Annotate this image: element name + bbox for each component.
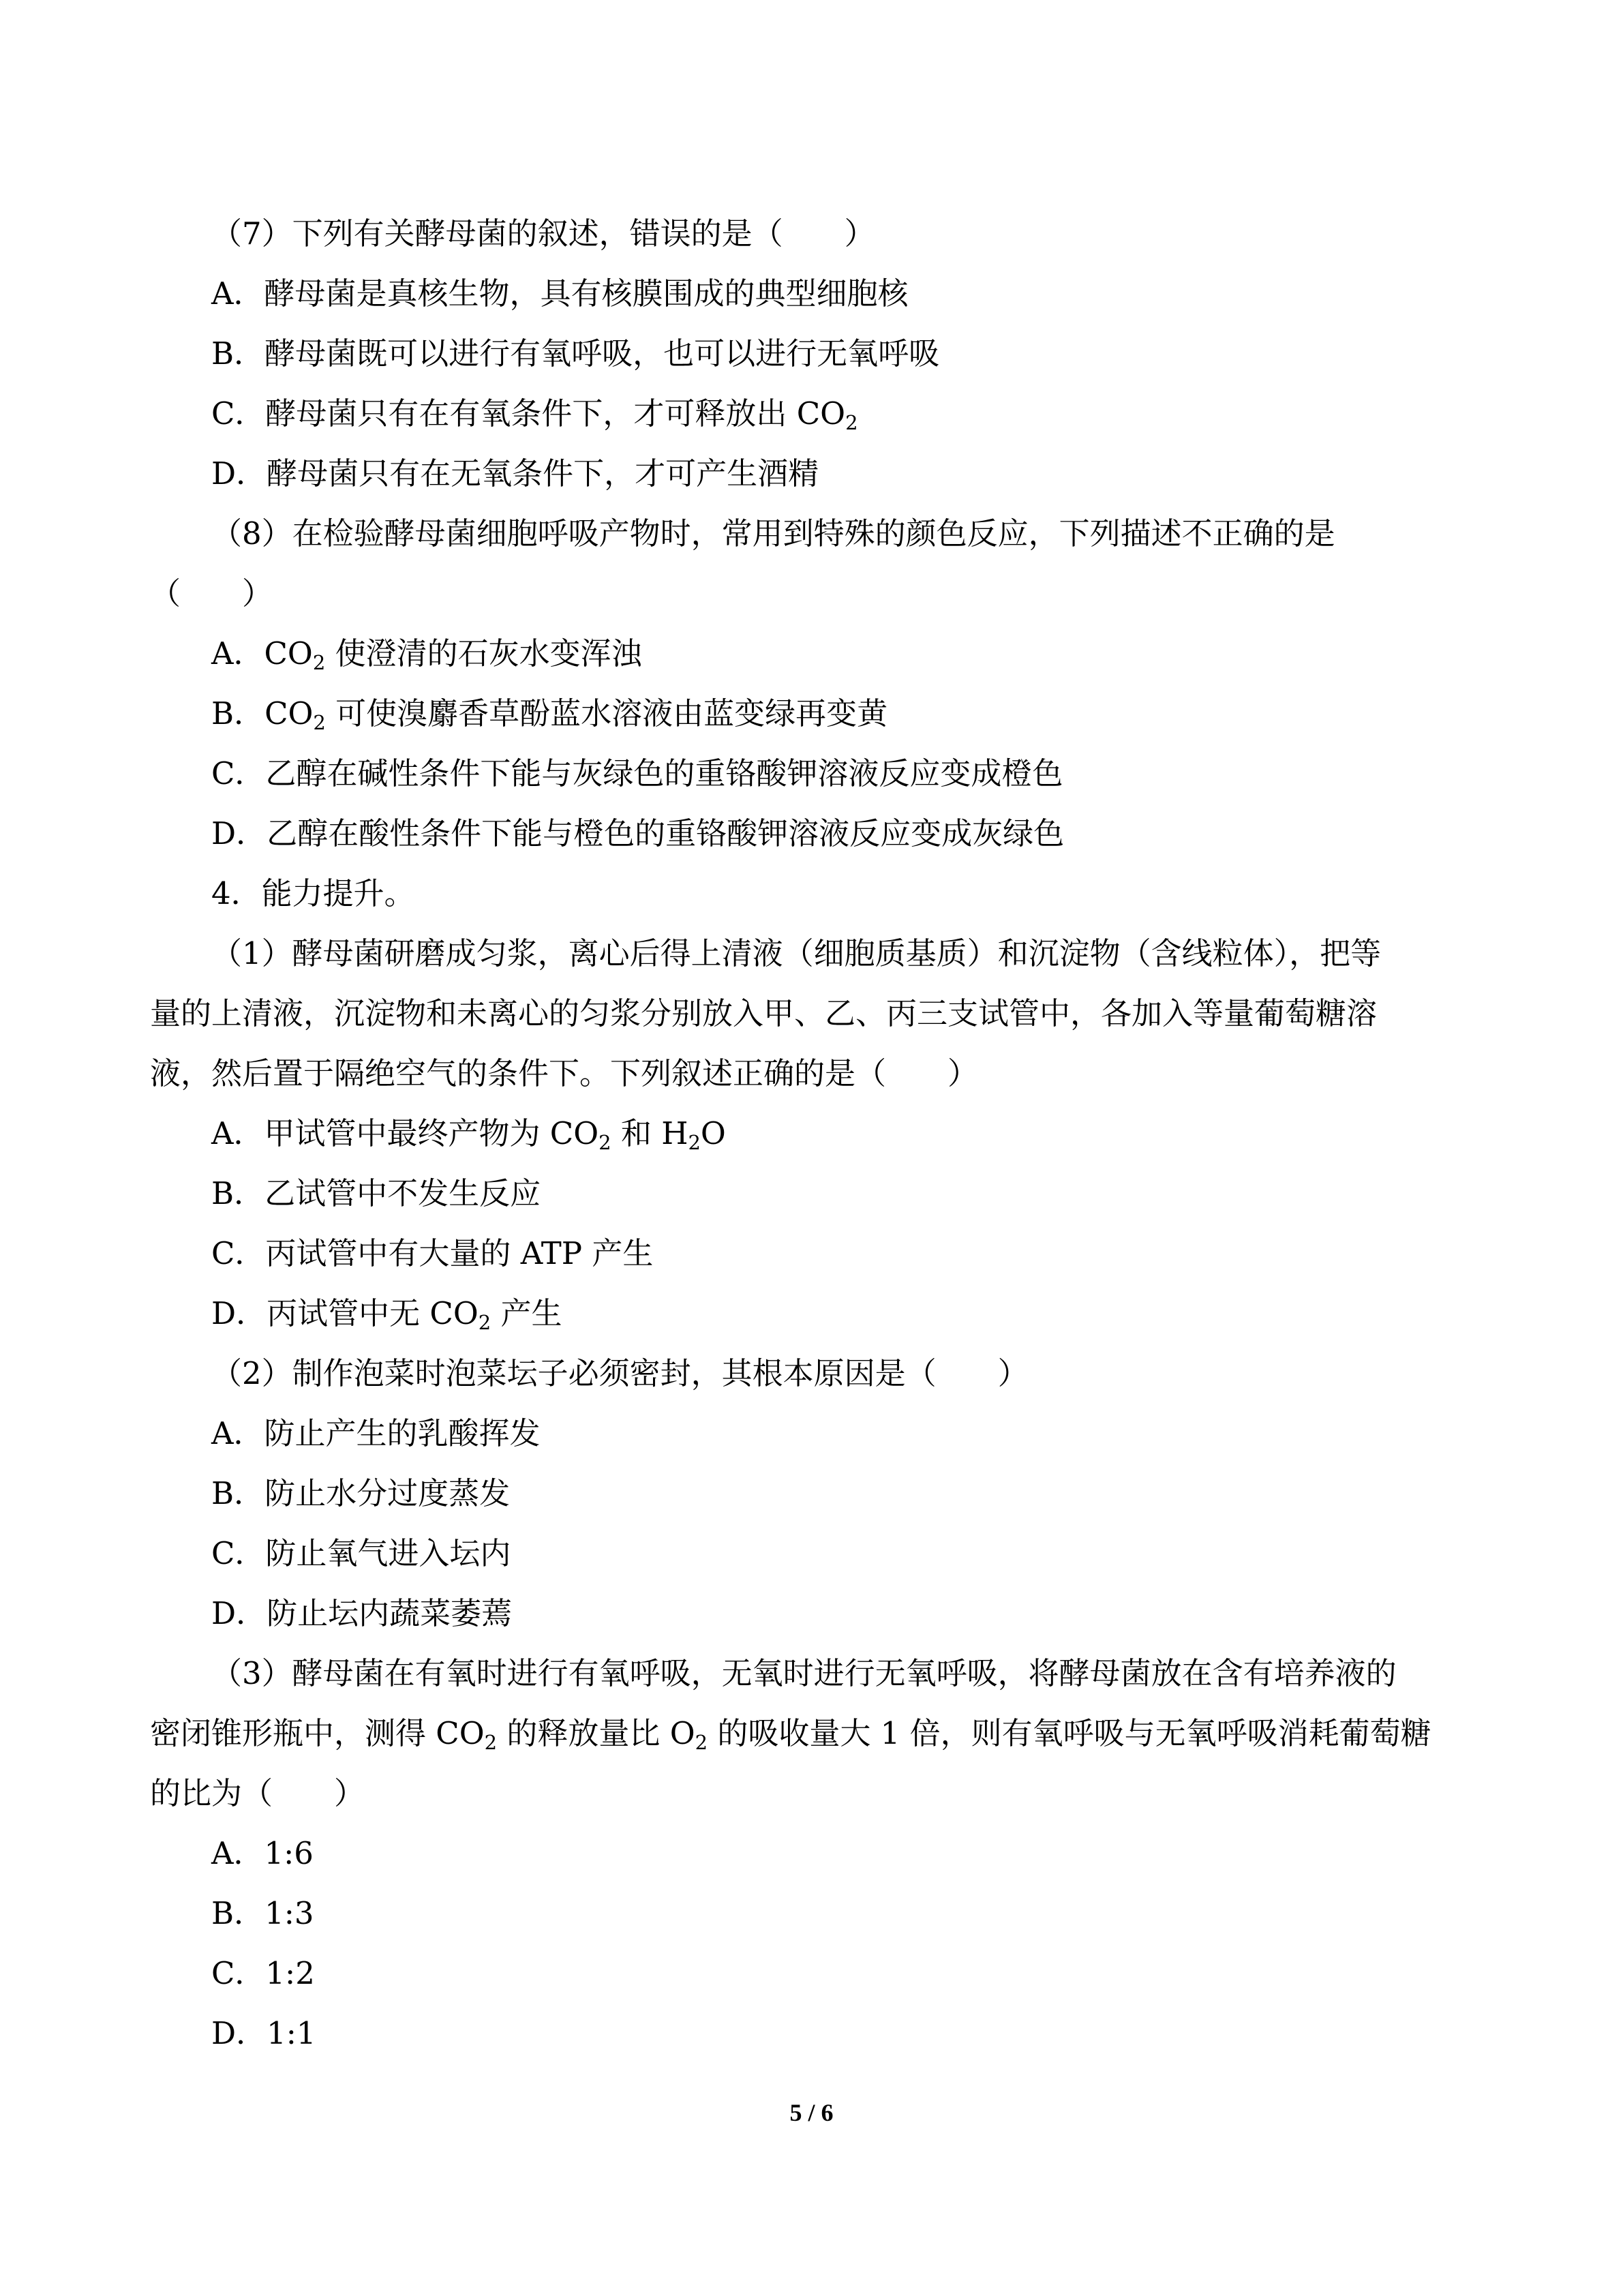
q7-option-a: A．酵母菌是真核生物，具有核膜围成的典型细胞核: [211, 275, 909, 312]
p1-option-b: B．乙试管中不发生反应: [211, 1175, 541, 1211]
q7-option-c: C．酵母菌只有在有氧条件下，才可释放出 $CO_2$: [211, 395, 858, 434]
p1-stem-line3: 液，然后置于隔绝空气的条件下。下列叙述正确的是（ ）: [150, 1055, 979, 1091]
q8-stem-line2: （ ）: [150, 575, 273, 611]
p3-option-a: A．1:6: [211, 1835, 314, 1871]
q8-option-c: C．乙醇在碱性条件下能与灰绿色的重铬酸钾溶液反应变成橙色: [211, 755, 1063, 791]
p2-option-d: D．防止坛内蔬菜萎蔫: [211, 1595, 513, 1631]
p2-option-a: A．防止产生的乳酸挥发: [211, 1415, 541, 1451]
p3-stem-line3: 的比为（ ）: [150, 1775, 365, 1811]
q8-option-b: B．$CO_2$ 可使溴麝香草酚蓝水溶液由蓝变绿再变黄: [211, 695, 888, 734]
p1-stem-line1: （1）酵母菌研磨成匀浆，离心后得上清液（细胞质基质）和沉淀物（含线粒体），把等: [211, 935, 1382, 971]
p2-option-b: B．防止水分过度蒸发: [211, 1475, 511, 1511]
q7-stem: （7）下列有关酵母菌的叙述，错误的是（ ）: [211, 215, 875, 252]
p1-option-c: C．丙试管中有大量的 ATP 产生: [211, 1235, 654, 1271]
q8-option-a: A．$CO_2$ 使澄清的石灰水变浑浊: [211, 635, 642, 674]
p3-option-c: C．1:2: [211, 1955, 315, 1991]
p3-option-d: D．1:1: [211, 2015, 316, 2051]
p3-stem-line1: （3）酵母菌在有氧时进行有氧呼吸，无氧时进行无氧呼吸，将酵母菌放在含有培养液的: [211, 1655, 1397, 1691]
q8-option-d: D．乙醇在酸性条件下能与橙色的重铬酸钾溶液反应变成灰绿色: [211, 815, 1065, 851]
p1-option-a: A．甲试管中最终产物为 $CO_2$ 和 $H_2O$: [211, 1115, 726, 1154]
p3-option-b: B．1:3: [211, 1895, 314, 1931]
q7-option-d: D．酵母菌只有在无氧条件下，才可产生酒精: [211, 455, 819, 492]
p2-option-c: C．防止氧气进入坛内: [211, 1535, 511, 1571]
p1-stem-line2: 量的上清液，沉淀物和未离心的匀浆分别放入甲、乙、丙三支试管中，各加入等量葡萄糖溶: [150, 995, 1378, 1031]
page-number: 5 / 6: [789, 2099, 834, 2126]
q7-option-b: B．酵母菌既可以进行有氧呼吸，也可以进行无氧呼吸: [211, 335, 940, 372]
p1-option-d: D．丙试管中无 $CO_2$ 产生: [211, 1295, 562, 1334]
p3-stem-line2: 密闭锥形瓶中，测得 $CO_2$ 的释放量比 $O_2$ 的吸收量大 1 倍，则有氧呼吸与无氧呼吸消耗葡萄糖: [150, 1715, 1431, 1754]
q8-stem-line1: （8）在检验酵母菌细胞呼吸产物时，常用到特殊的颜色反应，下列描述不正确的是: [211, 515, 1335, 552]
p2-stem: （2）制作泡菜时泡菜坛子必须密封，其根本原因是（ ）: [211, 1355, 1029, 1391]
section-4-heading: 4．能力提升。: [211, 875, 415, 911]
